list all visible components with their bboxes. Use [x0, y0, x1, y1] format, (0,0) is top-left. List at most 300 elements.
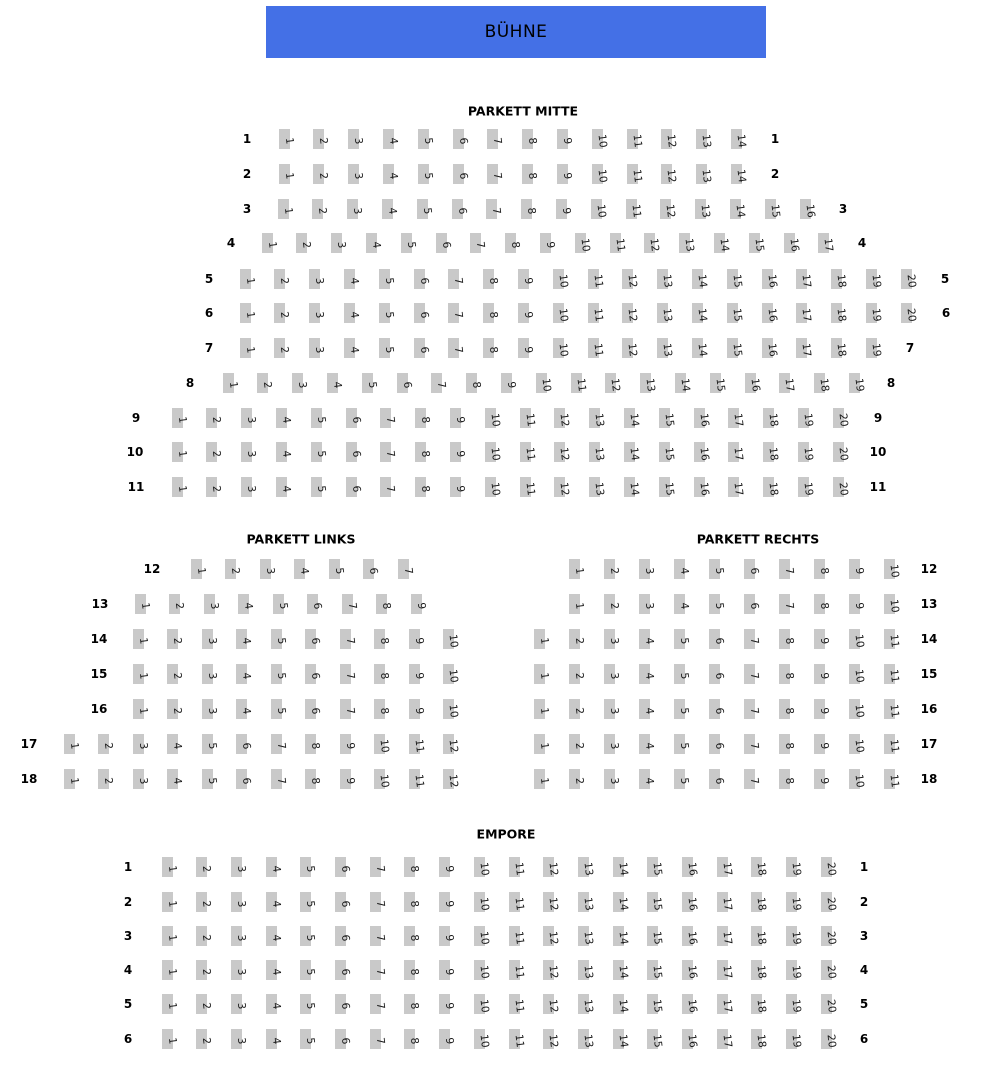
seat-parkett-links-row17-5[interactable]: [202, 734, 219, 754]
seat-empore-row6-3[interactable]: [231, 1029, 248, 1049]
seat-parkett-links-row17-6[interactable]: [236, 734, 253, 754]
seat-parkett-mitte-row9-13[interactable]: [589, 408, 607, 428]
seat-parkett-rechts-row15-11[interactable]: [884, 664, 901, 684]
seat-parkett-links-row14-3[interactable]: [202, 629, 219, 649]
seat-parkett-mitte-row11-14[interactable]: [624, 477, 641, 497]
seat-empore-row5-12[interactable]: [543, 994, 561, 1014]
seat-parkett-mitte-row9-2[interactable]: [206, 408, 223, 428]
seat-parkett-mitte-row10-1[interactable]: [172, 442, 189, 462]
seat-parkett-links-row13-5[interactable]: [273, 594, 290, 614]
seat-parkett-mitte-row5-5[interactable]: [379, 269, 396, 289]
seat-empore-row1-6[interactable]: [335, 857, 352, 877]
seat-empore-row1-15[interactable]: [647, 857, 665, 877]
seat-parkett-mitte-row2-14[interactable]: [731, 164, 748, 184]
seat-parkett-mitte-row2-10[interactable]: [592, 164, 609, 184]
seat-empore-row3-1[interactable]: [162, 926, 179, 946]
seat-empore-row5-13[interactable]: [578, 994, 595, 1014]
seat-parkett-mitte-row7-19[interactable]: [866, 338, 883, 358]
seat-empore-row3-15[interactable]: [647, 926, 665, 946]
seat-parkett-mitte-row10-17[interactable]: [728, 442, 746, 462]
seat-parkett-mitte-row6-1[interactable]: [240, 303, 257, 323]
seat-parkett-mitte-row10-14[interactable]: [624, 442, 641, 462]
seat-parkett-mitte-row5-4[interactable]: [344, 269, 361, 289]
seat-parkett-links-row17-9[interactable]: [340, 734, 357, 754]
seat-parkett-mitte-row1-9[interactable]: [557, 129, 574, 149]
seat-parkett-mitte-row11-20[interactable]: [833, 477, 850, 497]
seat-parkett-mitte-row6-15[interactable]: [727, 303, 744, 323]
seat-parkett-rechts-row18-2[interactable]: [569, 769, 586, 789]
seat-empore-row4-14[interactable]: [613, 960, 630, 980]
seat-parkett-mitte-row9-18[interactable]: [763, 408, 781, 428]
seat-parkett-mitte-row7-11[interactable]: [588, 338, 605, 358]
seat-empore-row4-3[interactable]: [231, 960, 248, 980]
seat-parkett-mitte-row8-8[interactable]: [466, 373, 483, 393]
seat-parkett-rechts-row12-6[interactable]: [744, 559, 761, 579]
seat-empore-row4-20[interactable]: [821, 960, 838, 980]
seat-parkett-rechts-row12-1[interactable]: [569, 559, 586, 579]
seat-parkett-mitte-row8-12[interactable]: [605, 373, 623, 393]
seat-empore-row5-7[interactable]: [370, 994, 387, 1014]
seat-empore-row2-14[interactable]: [613, 892, 630, 912]
seat-parkett-mitte-row10-18[interactable]: [763, 442, 781, 462]
seat-empore-row3-18[interactable]: [751, 926, 769, 946]
seat-parkett-mitte-row10-9[interactable]: [450, 442, 467, 462]
seat-empore-row2-16[interactable]: [682, 892, 700, 912]
seat-empore-row2-18[interactable]: [751, 892, 769, 912]
seat-parkett-mitte-row9-20[interactable]: [833, 408, 850, 428]
seat-empore-row1-16[interactable]: [682, 857, 700, 877]
seat-parkett-mitte-row3-11[interactable]: [626, 199, 643, 219]
seat-parkett-links-row18-2[interactable]: [98, 769, 115, 789]
seat-parkett-mitte-row3-4[interactable]: [382, 199, 399, 219]
seat-empore-row4-1[interactable]: [162, 960, 179, 980]
seat-parkett-mitte-row8-7[interactable]: [431, 373, 448, 393]
seat-parkett-mitte-row8-1[interactable]: [223, 373, 240, 393]
seat-empore-row2-20[interactable]: [821, 892, 838, 912]
seat-parkett-rechts-row14-6[interactable]: [709, 629, 726, 649]
seat-empore-row6-17[interactable]: [717, 1029, 734, 1049]
seat-parkett-rechts-row14-4[interactable]: [639, 629, 656, 649]
seat-empore-row4-18[interactable]: [751, 960, 769, 980]
seat-parkett-mitte-row10-4[interactable]: [276, 442, 293, 462]
seat-empore-row4-8[interactable]: [404, 960, 422, 980]
seat-parkett-mitte-row4-17[interactable]: [818, 233, 836, 253]
seat-empore-row6-20[interactable]: [821, 1029, 838, 1049]
seat-parkett-links-row15-5[interactable]: [271, 664, 288, 684]
seat-parkett-rechts-row16-8[interactable]: [779, 699, 796, 719]
seat-empore-row5-1[interactable]: [162, 994, 179, 1014]
seat-empore-row3-3[interactable]: [231, 926, 248, 946]
seat-empore-row4-17[interactable]: [717, 960, 734, 980]
seat-parkett-mitte-row8-5[interactable]: [362, 373, 379, 393]
seat-empore-row3-12[interactable]: [543, 926, 561, 946]
seat-parkett-mitte-row8-13[interactable]: [640, 373, 658, 393]
seat-parkett-rechts-row17-6[interactable]: [709, 734, 726, 754]
seat-parkett-mitte-row3-12[interactable]: [660, 199, 678, 219]
seat-parkett-mitte-row10-2[interactable]: [206, 442, 223, 462]
seat-parkett-links-row13-4[interactable]: [238, 594, 255, 614]
seat-parkett-links-row15-4[interactable]: [236, 664, 253, 684]
seat-parkett-rechts-row13-3[interactable]: [639, 594, 656, 614]
seat-empore-row3-4[interactable]: [266, 926, 283, 946]
seat-parkett-mitte-row5-12[interactable]: [622, 269, 640, 289]
seat-parkett-rechts-row14-1[interactable]: [534, 629, 551, 649]
seat-parkett-mitte-row7-14[interactable]: [692, 338, 709, 358]
seat-parkett-mitte-row3-5[interactable]: [417, 199, 434, 219]
seat-empore-row4-12[interactable]: [543, 960, 561, 980]
seat-parkett-links-row17-3[interactable]: [133, 734, 150, 754]
seat-parkett-links-row16-5[interactable]: [271, 699, 288, 719]
seat-parkett-mitte-row7-12[interactable]: [622, 338, 640, 358]
seat-parkett-mitte-row6-5[interactable]: [379, 303, 396, 323]
seat-empore-row3-7[interactable]: [370, 926, 387, 946]
seat-parkett-rechts-row18-11[interactable]: [884, 769, 901, 789]
seat-parkett-rechts-row13-4[interactable]: [674, 594, 691, 614]
seat-parkett-rechts-row17-5[interactable]: [674, 734, 691, 754]
seat-parkett-links-row18-9[interactable]: [340, 769, 357, 789]
seat-parkett-mitte-row9-9[interactable]: [450, 408, 467, 428]
seat-parkett-mitte-row6-13[interactable]: [657, 303, 675, 323]
seat-parkett-rechts-row16-4[interactable]: [639, 699, 656, 719]
seat-parkett-links-row18-12[interactable]: [443, 769, 461, 789]
seat-parkett-rechts-row14-10[interactable]: [849, 629, 866, 649]
seat-parkett-mitte-row9-4[interactable]: [276, 408, 293, 428]
seat-parkett-rechts-row16-1[interactable]: [534, 699, 551, 719]
seat-empore-row3-8[interactable]: [404, 926, 422, 946]
seat-parkett-rechts-row12-5[interactable]: [709, 559, 726, 579]
seat-parkett-mitte-row10-20[interactable]: [833, 442, 850, 462]
seat-empore-row1-2[interactable]: [196, 857, 213, 877]
seat-parkett-mitte-row8-19[interactable]: [849, 373, 866, 393]
seat-parkett-links-row17-8[interactable]: [305, 734, 322, 754]
seat-parkett-mitte-row2-9[interactable]: [557, 164, 574, 184]
seat-parkett-mitte-row10-19[interactable]: [798, 442, 815, 462]
seat-empore-row5-19[interactable]: [786, 994, 804, 1014]
seat-parkett-mitte-row11-5[interactable]: [311, 477, 328, 497]
seat-parkett-mitte-row7-5[interactable]: [379, 338, 396, 358]
seat-parkett-mitte-row11-9[interactable]: [450, 477, 467, 497]
seat-empore-row1-3[interactable]: [231, 857, 248, 877]
seat-parkett-mitte-row9-17[interactable]: [728, 408, 746, 428]
seat-parkett-mitte-row7-13[interactable]: [657, 338, 675, 358]
seat-parkett-mitte-row3-3[interactable]: [347, 199, 364, 219]
seat-parkett-mitte-row6-7[interactable]: [448, 303, 465, 323]
seat-empore-row4-13[interactable]: [578, 960, 595, 980]
seat-empore-row2-10[interactable]: [474, 892, 491, 912]
seat-parkett-rechts-row18-1[interactable]: [534, 769, 551, 789]
seat-parkett-mitte-row6-10[interactable]: [553, 303, 570, 323]
seat-empore-row2-1[interactable]: [162, 892, 179, 912]
seat-parkett-rechts-row13-7[interactable]: [779, 594, 796, 614]
seat-parkett-mitte-row11-3[interactable]: [241, 477, 258, 497]
seat-parkett-links-row13-2[interactable]: [169, 594, 186, 614]
seat-parkett-links-row13-8[interactable]: [376, 594, 393, 614]
seat-parkett-mitte-row9-8[interactable]: [415, 408, 432, 428]
seat-empore-row6-19[interactable]: [786, 1029, 804, 1049]
seat-empore-row4-7[interactable]: [370, 960, 387, 980]
seat-empore-row1-18[interactable]: [751, 857, 769, 877]
seat-parkett-mitte-row9-16[interactable]: [694, 408, 711, 428]
seat-parkett-mitte-row3-10[interactable]: [591, 199, 608, 219]
seat-parkett-links-row17-1[interactable]: [64, 734, 81, 754]
seat-parkett-mitte-row4-5[interactable]: [401, 233, 418, 253]
seat-parkett-links-row16-2[interactable]: [167, 699, 184, 719]
seat-parkett-mitte-row10-6[interactable]: [346, 442, 363, 462]
seat-parkett-mitte-row6-8[interactable]: [483, 303, 500, 323]
seat-parkett-mitte-row7-8[interactable]: [483, 338, 500, 358]
seat-parkett-mitte-row2-12[interactable]: [661, 164, 679, 184]
seat-empore-row3-9[interactable]: [439, 926, 456, 946]
seat-empore-row2-7[interactable]: [370, 892, 387, 912]
seat-parkett-mitte-row9-1[interactable]: [172, 408, 189, 428]
seat-parkett-links-row16-9[interactable]: [409, 699, 426, 719]
seat-parkett-mitte-row9-3[interactable]: [241, 408, 258, 428]
seat-parkett-rechts-row12-9[interactable]: [849, 559, 866, 579]
seat-empore-row5-17[interactable]: [717, 994, 734, 1014]
seat-empore-row5-20[interactable]: [821, 994, 838, 1014]
seat-empore-row1-8[interactable]: [404, 857, 422, 877]
seat-empore-row5-15[interactable]: [647, 994, 665, 1014]
seat-parkett-mitte-row7-16[interactable]: [762, 338, 779, 358]
seat-parkett-links-row14-7[interactable]: [340, 629, 357, 649]
seat-parkett-mitte-row4-8[interactable]: [505, 233, 522, 253]
seat-parkett-links-row17-7[interactable]: [271, 734, 288, 754]
seat-parkett-mitte-row8-18[interactable]: [814, 373, 832, 393]
seat-parkett-mitte-row5-18[interactable]: [831, 269, 849, 289]
seat-parkett-rechts-row15-6[interactable]: [709, 664, 726, 684]
seat-parkett-mitte-row6-2[interactable]: [274, 303, 291, 323]
seat-empore-row6-12[interactable]: [543, 1029, 561, 1049]
seat-parkett-rechts-row15-10[interactable]: [849, 664, 866, 684]
seat-empore-row2-12[interactable]: [543, 892, 561, 912]
seat-parkett-mitte-row7-3[interactable]: [309, 338, 326, 358]
seat-parkett-rechts-row15-3[interactable]: [604, 664, 621, 684]
seat-parkett-mitte-row8-9[interactable]: [501, 373, 518, 393]
seat-empore-row5-5[interactable]: [300, 994, 317, 1014]
seat-empore-row1-9[interactable]: [439, 857, 456, 877]
seat-parkett-mitte-row5-3[interactable]: [309, 269, 326, 289]
seat-empore-row6-9[interactable]: [439, 1029, 456, 1049]
seat-parkett-mitte-row1-3[interactable]: [348, 129, 365, 149]
seat-parkett-mitte-row2-2[interactable]: [313, 164, 330, 184]
seat-parkett-links-row12-5[interactable]: [329, 559, 346, 579]
seat-parkett-mitte-row4-7[interactable]: [470, 233, 487, 253]
seat-parkett-rechts-row17-2[interactable]: [569, 734, 586, 754]
seat-parkett-links-row15-2[interactable]: [167, 664, 184, 684]
seat-parkett-mitte-row5-20[interactable]: [901, 269, 918, 289]
seat-parkett-rechts-row18-9[interactable]: [814, 769, 831, 789]
seat-empore-row2-6[interactable]: [335, 892, 352, 912]
seat-parkett-rechts-row12-3[interactable]: [639, 559, 656, 579]
seat-parkett-rechts-row13-10[interactable]: [884, 594, 901, 614]
seat-parkett-rechts-row18-5[interactable]: [674, 769, 691, 789]
seat-empore-row6-7[interactable]: [370, 1029, 387, 1049]
seat-parkett-rechts-row13-1[interactable]: [569, 594, 586, 614]
seat-parkett-rechts-row18-10[interactable]: [849, 769, 866, 789]
seat-empore-row3-2[interactable]: [196, 926, 213, 946]
seat-parkett-rechts-row14-9[interactable]: [814, 629, 831, 649]
seat-empore-row1-19[interactable]: [786, 857, 804, 877]
seat-parkett-mitte-row1-13[interactable]: [696, 129, 714, 149]
seat-parkett-mitte-row3-7[interactable]: [486, 199, 503, 219]
seat-empore-row6-13[interactable]: [578, 1029, 595, 1049]
seat-parkett-rechts-row12-10[interactable]: [884, 559, 901, 579]
seat-empore-row4-2[interactable]: [196, 960, 213, 980]
seat-parkett-mitte-row4-10[interactable]: [575, 233, 592, 253]
seat-empore-row4-5[interactable]: [300, 960, 317, 980]
seat-parkett-mitte-row5-19[interactable]: [866, 269, 883, 289]
seat-empore-row1-4[interactable]: [266, 857, 283, 877]
seat-parkett-links-row18-10[interactable]: [374, 769, 392, 789]
seat-parkett-mitte-row6-20[interactable]: [901, 303, 918, 323]
seat-parkett-mitte-row11-19[interactable]: [798, 477, 815, 497]
seat-parkett-links-row18-7[interactable]: [271, 769, 288, 789]
seat-parkett-mitte-row5-15[interactable]: [727, 269, 744, 289]
seat-parkett-mitte-row11-10[interactable]: [485, 477, 502, 497]
seat-parkett-mitte-row1-1[interactable]: [279, 129, 296, 149]
seat-empore-row3-16[interactable]: [682, 926, 700, 946]
seat-empore-row6-6[interactable]: [335, 1029, 352, 1049]
seat-parkett-rechts-row12-4[interactable]: [674, 559, 691, 579]
seat-empore-row5-10[interactable]: [474, 994, 491, 1014]
seat-parkett-mitte-row1-12[interactable]: [661, 129, 679, 149]
seat-parkett-mitte-row2-3[interactable]: [348, 164, 365, 184]
seat-parkett-rechts-row13-2[interactable]: [604, 594, 621, 614]
seat-parkett-mitte-row8-15[interactable]: [710, 373, 727, 393]
seat-parkett-mitte-row4-3[interactable]: [331, 233, 348, 253]
seat-parkett-links-row15-9[interactable]: [409, 664, 426, 684]
seat-empore-row6-8[interactable]: [404, 1029, 422, 1049]
seat-parkett-mitte-row5-9[interactable]: [518, 269, 535, 289]
seat-empore-row6-11[interactable]: [509, 1029, 526, 1049]
seat-parkett-mitte-row10-5[interactable]: [311, 442, 328, 462]
seat-empore-row1-17[interactable]: [717, 857, 734, 877]
seat-parkett-rechts-row16-6[interactable]: [709, 699, 726, 719]
seat-parkett-mitte-row9-14[interactable]: [624, 408, 641, 428]
seat-empore-row3-19[interactable]: [786, 926, 804, 946]
seat-parkett-mitte-row6-3[interactable]: [309, 303, 326, 323]
seat-parkett-mitte-row4-16[interactable]: [784, 233, 801, 253]
seat-empore-row4-16[interactable]: [682, 960, 700, 980]
seat-parkett-mitte-row6-12[interactable]: [622, 303, 640, 323]
seat-parkett-links-row13-3[interactable]: [204, 594, 221, 614]
seat-parkett-mitte-row11-6[interactable]: [346, 477, 363, 497]
seat-parkett-links-row14-2[interactable]: [167, 629, 184, 649]
seat-empore-row6-5[interactable]: [300, 1029, 317, 1049]
seat-parkett-links-row15-6[interactable]: [305, 664, 322, 684]
seat-parkett-mitte-row4-15[interactable]: [749, 233, 766, 253]
seat-parkett-mitte-row7-7[interactable]: [448, 338, 465, 358]
seat-parkett-mitte-row7-15[interactable]: [727, 338, 744, 358]
seat-parkett-mitte-row2-6[interactable]: [453, 164, 470, 184]
seat-parkett-rechts-row16-9[interactable]: [814, 699, 831, 719]
seat-parkett-links-row17-12[interactable]: [443, 734, 461, 754]
seat-parkett-links-row12-2[interactable]: [225, 559, 242, 579]
seat-parkett-mitte-row2-1[interactable]: [279, 164, 296, 184]
seat-parkett-mitte-row1-10[interactable]: [592, 129, 609, 149]
seat-parkett-mitte-row3-9[interactable]: [556, 199, 573, 219]
seat-parkett-mitte-row4-1[interactable]: [262, 233, 279, 253]
seat-parkett-links-row15-7[interactable]: [340, 664, 357, 684]
seat-parkett-links-row13-7[interactable]: [342, 594, 359, 614]
seat-parkett-mitte-row11-18[interactable]: [763, 477, 781, 497]
seat-parkett-mitte-row3-13[interactable]: [695, 199, 713, 219]
seat-parkett-mitte-row6-4[interactable]: [344, 303, 361, 323]
seat-parkett-rechts-row18-6[interactable]: [709, 769, 726, 789]
seat-parkett-mitte-row9-6[interactable]: [346, 408, 363, 428]
seat-parkett-rechts-row15-9[interactable]: [814, 664, 831, 684]
seat-parkett-mitte-row2-13[interactable]: [696, 164, 714, 184]
seat-parkett-mitte-row6-6[interactable]: [414, 303, 431, 323]
seat-empore-row4-15[interactable]: [647, 960, 665, 980]
seat-empore-row4-6[interactable]: [335, 960, 352, 980]
seat-parkett-rechts-row17-9[interactable]: [814, 734, 831, 754]
seat-empore-row6-15[interactable]: [647, 1029, 665, 1049]
seat-empore-row1-14[interactable]: [613, 857, 630, 877]
seat-parkett-mitte-row11-7[interactable]: [380, 477, 397, 497]
seat-parkett-links-row18-11[interactable]: [409, 769, 426, 789]
seat-parkett-links-row16-8[interactable]: [374, 699, 391, 719]
seat-parkett-mitte-row11-4[interactable]: [276, 477, 293, 497]
seat-parkett-mitte-row10-11[interactable]: [520, 442, 537, 462]
seat-parkett-mitte-row6-14[interactable]: [692, 303, 709, 323]
seat-parkett-mitte-row1-11[interactable]: [627, 129, 644, 149]
seat-parkett-links-row17-2[interactable]: [98, 734, 115, 754]
seat-parkett-links-row14-9[interactable]: [409, 629, 426, 649]
seat-empore-row1-20[interactable]: [821, 857, 838, 877]
seat-empore-row5-3[interactable]: [231, 994, 248, 1014]
seat-parkett-rechts-row14-5[interactable]: [674, 629, 691, 649]
seat-parkett-rechts-row13-9[interactable]: [849, 594, 866, 614]
seat-parkett-rechts-row15-1[interactable]: [534, 664, 551, 684]
seat-empore-row6-16[interactable]: [682, 1029, 700, 1049]
seat-parkett-links-row15-1[interactable]: [133, 664, 150, 684]
seat-parkett-mitte-row10-8[interactable]: [415, 442, 432, 462]
seat-empore-row1-1[interactable]: [162, 857, 179, 877]
seat-parkett-mitte-row10-10[interactable]: [485, 442, 502, 462]
seat-empore-row3-20[interactable]: [821, 926, 838, 946]
seat-parkett-links-row14-6[interactable]: [305, 629, 322, 649]
seat-parkett-mitte-row7-10[interactable]: [553, 338, 570, 358]
seat-parkett-mitte-row3-8[interactable]: [521, 199, 538, 219]
seat-parkett-mitte-row3-1[interactable]: [278, 199, 295, 219]
seat-parkett-links-row14-8[interactable]: [374, 629, 391, 649]
seat-parkett-links-row12-6[interactable]: [363, 559, 380, 579]
seat-parkett-mitte-row9-7[interactable]: [380, 408, 397, 428]
seat-parkett-rechts-row17-8[interactable]: [779, 734, 796, 754]
seat-parkett-mitte-row5-16[interactable]: [762, 269, 779, 289]
seat-parkett-mitte-row4-14[interactable]: [714, 233, 731, 253]
seat-parkett-mitte-row11-12[interactable]: [554, 477, 572, 497]
seat-parkett-mitte-row7-18[interactable]: [831, 338, 849, 358]
seat-parkett-mitte-row3-2[interactable]: [312, 199, 329, 219]
seat-parkett-links-row13-9[interactable]: [411, 594, 428, 614]
seat-empore-row6-1[interactable]: [162, 1029, 179, 1049]
seat-parkett-mitte-row6-19[interactable]: [866, 303, 883, 323]
seat-parkett-mitte-row2-11[interactable]: [627, 164, 644, 184]
seat-parkett-mitte-row8-2[interactable]: [257, 373, 274, 393]
seat-parkett-mitte-row9-19[interactable]: [798, 408, 815, 428]
seat-parkett-mitte-row3-14[interactable]: [730, 199, 747, 219]
seat-parkett-rechts-row14-2[interactable]: [569, 629, 586, 649]
seat-parkett-mitte-row8-11[interactable]: [571, 373, 588, 393]
seat-empore-row4-11[interactable]: [509, 960, 526, 980]
seat-empore-row1-7[interactable]: [370, 857, 387, 877]
seat-empore-row2-3[interactable]: [231, 892, 248, 912]
seat-parkett-rechts-row17-11[interactable]: [884, 734, 901, 754]
seat-parkett-rechts-row15-8[interactable]: [779, 664, 796, 684]
seat-empore-row5-16[interactable]: [682, 994, 700, 1014]
